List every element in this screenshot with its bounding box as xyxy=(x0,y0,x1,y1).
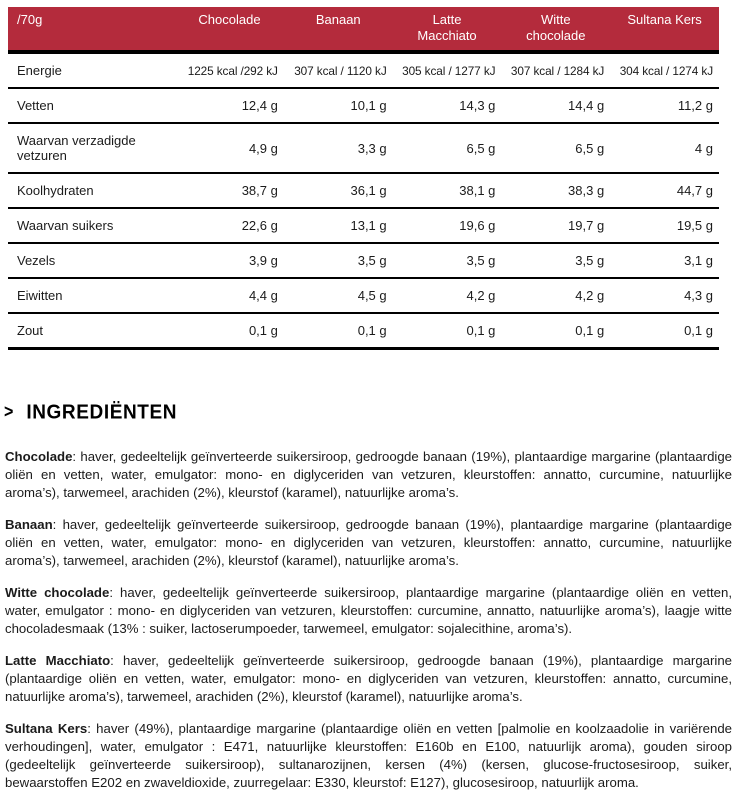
table-row-verzadigde-vetzuren xyxy=(8,123,719,173)
row-label: Waarvan suikers xyxy=(8,208,175,243)
cell-value: 305 kcal / 1277 kJ xyxy=(393,52,502,88)
cell-value: 4,3 g xyxy=(610,278,719,313)
cell-value: 3,5 g xyxy=(393,243,502,278)
cell-value: 0,1 g xyxy=(175,313,284,349)
table-header-row xyxy=(8,7,719,52)
ingredient-text: : haver, gedeeltelijk geïnverteerde suikersiroop, gedroogde banaan (19%), plantaardige margarine (plantaardige oliën en vetten, water, emulgator: mono- en diglyceriden van vetzuren, kleurstoffen: annatto, curcumine, natuurlijke aroma’s), tarwemeel, arachiden (2%), kleurstof (karamel), natuurlijke aroma’s. xyxy=(5,653,732,704)
table-row-vetten xyxy=(8,88,719,123)
column-header-witte-chocolade: Witte chocolade xyxy=(501,7,610,52)
row-label: Koolhydraten xyxy=(8,173,175,208)
ingredient-text: : haver, gedeeltelijk geïnverteerde suikersiroop, gedroogde banaan (19%), plantaardige margarine (plantaardige oliën en vetten, water, emulgator: mono- en diglyceriden van vetzuren, kleurstoffen: annatto, curcumine, natuurlijke aroma’s), tarwemeel, arachiden (2%), kleurstof (karamel), natuurlijke aroma’s. xyxy=(5,517,732,568)
cell-value: 3,3 g xyxy=(284,123,393,173)
cell-value: 6,5 g xyxy=(501,123,610,173)
table-row-koolhydraten xyxy=(8,173,719,208)
cell-value: 3,5 g xyxy=(284,243,393,278)
table-row-zout xyxy=(8,313,719,349)
cell-value: 14,4 g xyxy=(501,88,610,123)
flavor-name: Latte Macchiato xyxy=(5,653,111,668)
cell-value: 3,5 g xyxy=(501,243,610,278)
column-header-sultana-kers: Sultana Kers xyxy=(610,7,719,52)
cell-value: 3,1 g xyxy=(610,243,719,278)
ingredients-section-toggle[interactable] xyxy=(4,402,737,424)
cell-value: 4,9 g xyxy=(175,123,284,173)
cell-value: 4,5 g xyxy=(284,278,393,313)
cell-value: 304 kcal / 1274 kJ xyxy=(610,52,719,88)
cell-value: 4,2 g xyxy=(501,278,610,313)
cell-value: 13,1 g xyxy=(284,208,393,243)
cell-value: 3,9 g xyxy=(175,243,284,278)
column-header-chocolade: Chocolade xyxy=(175,7,284,52)
cell-value: 22,6 g xyxy=(175,208,284,243)
flavor-name: Witte chocolade xyxy=(5,585,110,600)
cell-value: 11,2 g xyxy=(610,88,719,123)
ingredient-text: : haver, gedeeltelijk geïnverteerde suikersiroop, plantaardige margarine (plantaardige oliën en vetten, water, emulgator : mono- en diglyceriden van vetzuren, kleurstoffen: curcumine, annatto, natuurlijke aroma’s), laagje witte chocoladesmaak (13% : suiker, lactoserumpoeder, tarwemeel, emulgator: sojalecithine, aroma’s). xyxy=(5,585,733,636)
cell-value: 19,6 g xyxy=(393,208,502,243)
flavor-name: Chocolade xyxy=(5,449,73,464)
table-row-waarvan-suikers xyxy=(8,208,719,243)
cell-value: 0,1 g xyxy=(284,313,393,349)
cell-value: 6,5 g xyxy=(393,123,502,173)
cell-value: 10,1 g xyxy=(284,88,393,123)
ingredients-heading: INGREDIËNTEN xyxy=(26,401,178,424)
cell-value: 12,4 g xyxy=(175,88,284,123)
ingredient-paragraph-sultana-kers xyxy=(5,720,732,792)
cell-value: 38,7 g xyxy=(175,173,284,208)
cell-value: 4 g xyxy=(610,123,719,173)
cell-value: 307 kcal / 1120 kJ xyxy=(284,52,393,88)
cell-value: 36,1 g xyxy=(284,173,393,208)
table-row-energie xyxy=(8,52,719,88)
cell-value: 4,2 g xyxy=(393,278,502,313)
cell-value: 38,3 g xyxy=(501,173,610,208)
ingredient-text: : haver, gedeeltelijk geïnverteerde suikersiroop, gedroogde banaan (19%), plantaardige margarine (plantaardige oliën en vetten, water, emulgator: mono- en diglyceriden van vetzuren, kleurstoffen: annatto, curcumine, natuurlijke aroma’s), tarwemeel, arachiden (2%), kleurstof (karamel), natuurlijke aroma’s. xyxy=(5,449,732,500)
row-label: Vetten xyxy=(8,88,175,123)
cell-value: 19,7 g xyxy=(501,208,610,243)
column-header-latte-macchiato: Latte Macchiato xyxy=(393,7,502,52)
ingredient-paragraph-witte-chocolade xyxy=(5,584,732,638)
row-label: Waarvan verzadigde vetzuren xyxy=(8,123,175,173)
cell-value: 38,1 g xyxy=(393,173,502,208)
cell-value: 14,3 g xyxy=(393,88,502,123)
ingredient-paragraph-latte-macchiato xyxy=(5,652,732,706)
table-row-vezels xyxy=(8,243,719,278)
ingredient-text: : haver (49%), plantaardige margarine (plantaardige oliën en vetten [palmolie en koolzaadolie in variërende verhoudingen], water, emulgator : E471, natuurlijke kleurstoffen: E160b en E100, natuurlijk aroma), gouden siroop (gedeeltelijk geïnverteerde suikersiroop), sultanarozijnen, kersen (4%) (kersen, glucose-fructosesiroop, suiker, bewaarstoffen E202 en zwaveldioxide, zuurregelaar: E330, kleurstof: E127), glucosesiroop, natuurlijk aroma. xyxy=(5,721,732,790)
row-label: Zout xyxy=(8,313,175,349)
chevron-right-icon: > xyxy=(4,402,14,423)
ingredient-paragraph-chocolade xyxy=(5,448,732,502)
flavor-name: Banaan xyxy=(5,517,53,532)
cell-value: 0,1 g xyxy=(393,313,502,349)
row-label: Vezels xyxy=(8,243,175,278)
cell-value: 4,4 g xyxy=(175,278,284,313)
cell-value: 0,1 g xyxy=(610,313,719,349)
nutrition-table xyxy=(8,7,719,350)
cell-value: 0,1 g xyxy=(501,313,610,349)
cell-value: 1225 kcal /292 kJ xyxy=(175,52,284,88)
cell-value: 44,7 g xyxy=(610,173,719,208)
flavor-name: Sultana Kers xyxy=(5,721,88,736)
unit-per-70g-header: /70g xyxy=(8,7,175,52)
column-header-banaan: Banaan xyxy=(284,7,393,52)
row-label: Eiwitten xyxy=(8,278,175,313)
ingredient-paragraph-banaan xyxy=(5,516,732,570)
row-label: Energie xyxy=(8,52,175,88)
table-row-eiwitten xyxy=(8,278,719,313)
cell-value: 307 kcal / 1284 kJ xyxy=(501,52,610,88)
cell-value: 19,5 g xyxy=(610,208,719,243)
